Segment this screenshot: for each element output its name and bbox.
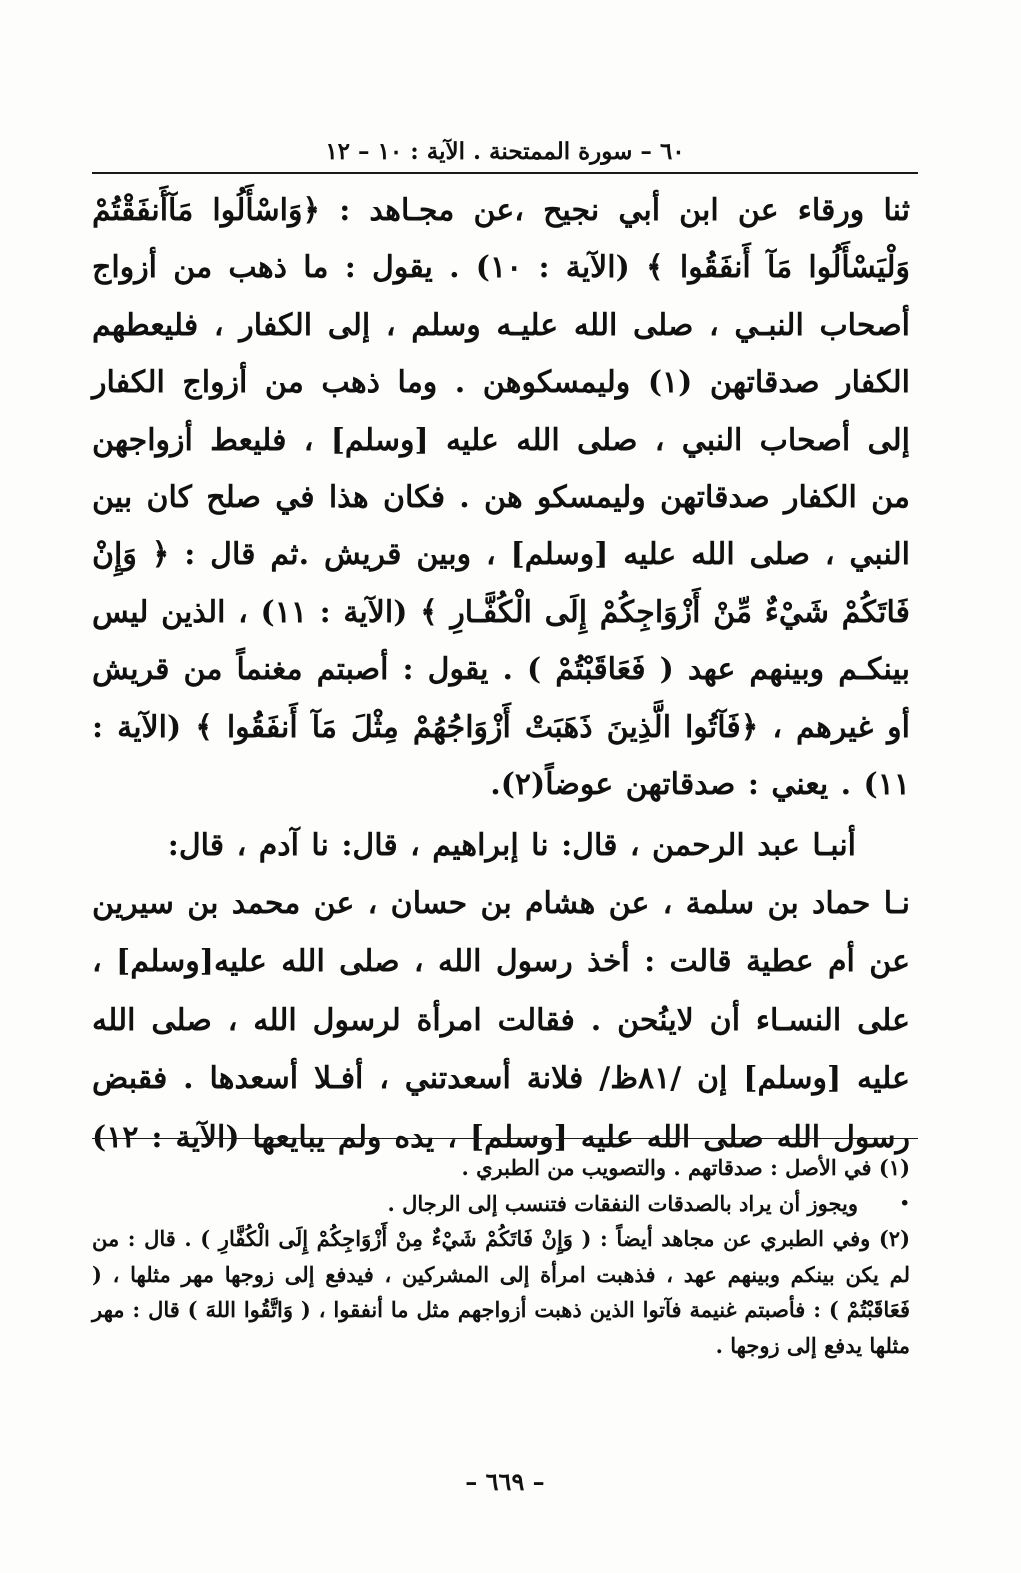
footnotes (92, 1150, 910, 1363)
page-number: – ٦٦٩ – (465, 1467, 545, 1496)
footnote-rule (92, 1138, 918, 1139)
running-header: ٦٠ – سورة الممتحنة . الآية : ١٠ – ١٢ (325, 138, 685, 165)
footnote-line: (١) في الأصل : صدقاتهم . والتصويب من الطبري . (461, 1155, 910, 1180)
paragraph: نـا حماد بن سلمة ، عن هشام بن حسان ، عن محمد بن سيرين عن أم عطية قالت : أخذ رسول الله ، صلى الله عليه[وسلم] ، على النسـاء أن لاينُحن . فقالت امرأة لرسول الله ، صلى الله عليه [وسلم] إن /٨١ظ/ فلانة أسعدتني ، أفـلا أسعدها . فقبض رسول الله صلى الله عليه [وسلم] ، يده ولم يبايعها (الآية : ١٢) . (92, 885, 910, 1214)
header-rule (92, 172, 918, 174)
footnote-line: (٢) وفي الطبري عن مجاهد أيضاً : ( وَإِنْ فَاتَكُمْ شَيْءٌ مِنْ أَزْوَاجِكُمْ إِلَى الْكُفَّارِ ) . قال : من لم يكن بينكم وبينهم عهد ، فذهبت امرأة إلى المشركين ، فيدفع إلى زوجها مهر مثلها ، ( فَعَاقَبْتُمْ ) : فأصبتم غنيمة فآتوا الذين ذهبت أزواجهم مثل ما أنفقوا ، ( وَاتَّقُوا اللهَ ) قال : مهر مثلها يدفع إلى زوجها . (92, 1226, 910, 1358)
footnote-line: ويجوز أن يراد بالصدقات النفقات فتنسب إلى الرجال . (387, 1190, 858, 1216)
paragraph: ثنا ورقاء عن ابن أبي نجيح ،عن مجـاهد : ﴿وَاسْأَلُوا مَآأَنفَقْتُمْ وَلْيَسْأَلُوا مَآ أَنفَقُوا ﴾ (الآية : ١٠) . يقول : ما ذهب من أزواج أصحاب النبـي ، صلى الله عليـه وسلم ، إلى الكفار ، فليعطهم الكفار صدقاتهن (١) وليمسكوهن . وما ذهب من أزواج الكفار إلى أصحاب النبي ، صلى الله عليه [وسلم] ، فليعط أزواجهن من الكفار صدقاتهن وليمسكو هن . فكان هذا في صلح كان بين النبي ، صلى الله عليه [وسلم] ، وبين قريش .ثم قال : ﴿ وَإِنْ فَاتَكُمْ شَيْءٌ مِّنْ أَزْوَاجِكُمْ إِلَى الْكُفَّـارِ ﴾ (الآية : ١١) ، الذين ليس بينكـم وبينهم عهد ( فَعَاقَبْتُمْ ) . يقول : أصبتم مغنماً من قريش أو غيرهم ، ﴿فَآتُوا الَّذِينَ ذَهَبَتْ أَزْوَاجُهُمْ مِثْلَ مَآ أَنفَقُوا ﴾ (الآية : ١١) . يعني : صدقاتهن عوضاً(٢). (92, 193, 910, 803)
paragraph: أنبـا عبد الرحمن ، قال: نا إبراهيم ، قال: نا آدم ، قال: (167, 828, 856, 864)
main-text (92, 182, 910, 1226)
